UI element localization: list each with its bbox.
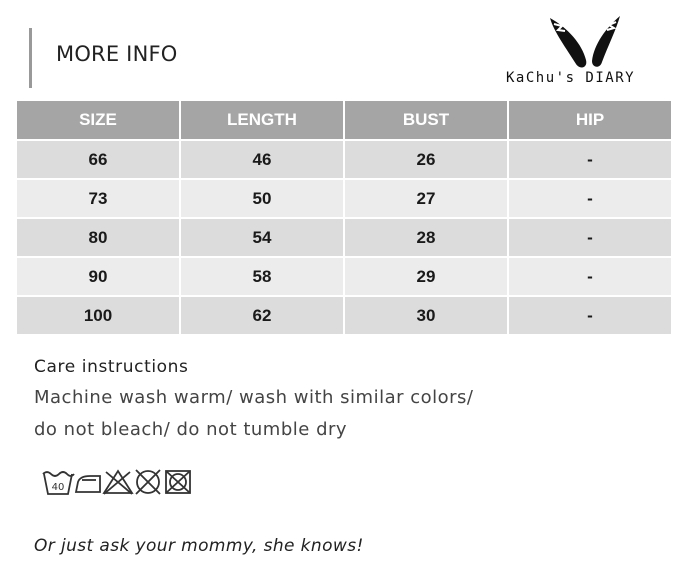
cell-bust: 28 xyxy=(344,218,508,257)
brand-name: KaChu's DIARY xyxy=(506,70,636,86)
cell-hip: - xyxy=(508,179,672,218)
cell-bust: 29 xyxy=(344,257,508,296)
cell-size: 100 xyxy=(16,296,180,335)
title-accent-bar xyxy=(29,28,32,88)
cell-bust: 26 xyxy=(344,140,508,179)
no-tumble-dry-icon xyxy=(166,471,190,493)
care-title: Care instructions xyxy=(34,357,189,377)
cell-length: 50 xyxy=(180,179,344,218)
cell-bust: 30 xyxy=(344,296,508,335)
cell-size: 80 xyxy=(16,218,180,257)
cell-size: 66 xyxy=(16,140,180,179)
care-instructions-line: do not bleach/ do not tumble dry xyxy=(34,419,348,440)
footer-note: Or just ask your mommy, she knows! xyxy=(34,536,364,556)
iron-icon xyxy=(76,476,100,492)
cell-size: 73 xyxy=(16,179,180,218)
brand-logo xyxy=(500,14,670,90)
wash-temperature: 40 xyxy=(51,482,65,493)
table-row xyxy=(16,179,672,218)
header-hip: HIP xyxy=(508,100,672,140)
care-instructions-line: Machine wash warm/ wash with similar colors/ xyxy=(34,387,474,408)
table-row xyxy=(16,140,672,179)
table-row xyxy=(16,218,672,257)
size-table xyxy=(15,99,673,336)
cell-length: 46 xyxy=(180,140,344,179)
cell-size: 90 xyxy=(16,257,180,296)
wash-40-icon xyxy=(43,472,74,494)
page-title: MORE INFO xyxy=(56,42,178,66)
no-dry-clean-icon xyxy=(136,470,160,494)
table-row xyxy=(16,257,672,296)
table-row xyxy=(16,296,672,335)
cell-length: 54 xyxy=(180,218,344,257)
cell-hip: - xyxy=(508,140,672,179)
bunny-ears-icon xyxy=(540,14,630,70)
cell-hip: - xyxy=(508,218,672,257)
care-symbols xyxy=(42,466,198,498)
header-length: LENGTH xyxy=(180,100,344,140)
cell-hip: - xyxy=(508,296,672,335)
cell-bust: 27 xyxy=(344,179,508,218)
cell-length: 62 xyxy=(180,296,344,335)
size-table-header-row xyxy=(16,100,672,140)
header-size: SIZE xyxy=(16,100,180,140)
header-bust: BUST xyxy=(344,100,508,140)
cell-length: 58 xyxy=(180,257,344,296)
cell-hip: - xyxy=(508,257,672,296)
no-bleach-icon xyxy=(104,471,132,494)
